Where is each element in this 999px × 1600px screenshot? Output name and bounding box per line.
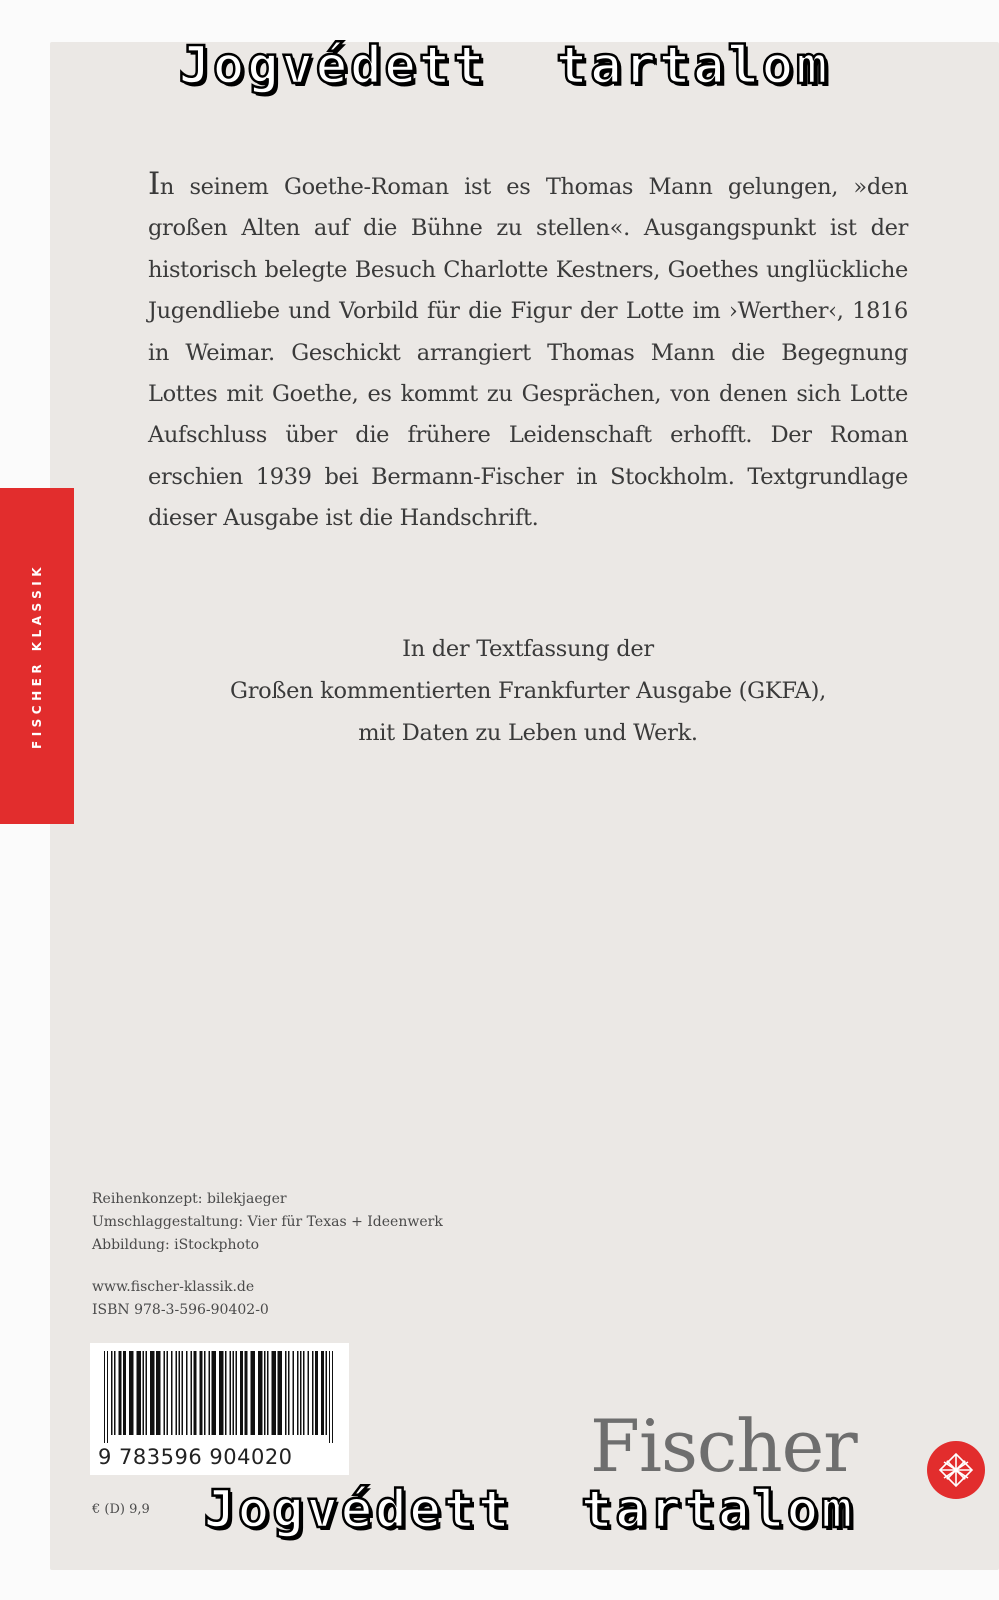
web-isbn-block — [92, 1276, 269, 1322]
isbn-label: ISBN 978-3-596-90402-0 — [92, 1302, 269, 1318]
blurb-paragraph — [148, 164, 908, 540]
watermark-bottom: Jogvédett tartalom — [203, 1480, 856, 1540]
watermark-top: Jogvédett tartalom — [178, 36, 831, 96]
series-tab — [0, 488, 74, 824]
edition-note — [148, 628, 908, 754]
barcode-number: 9 783596 904020 — [98, 1445, 293, 1469]
publisher-name: Fischer — [590, 1404, 857, 1488]
illustration-credit: Abbildung: iStockphoto — [92, 1237, 260, 1253]
series-concept-credit: Reihenkonzept: bilekjaeger — [92, 1191, 287, 1207]
website-link[interactable]: www.fischer-klassik.de — [92, 1279, 255, 1295]
edition-note-line: In der Textfassung der — [402, 636, 654, 662]
barcode — [90, 1343, 349, 1475]
blurb-initial: I — [148, 166, 160, 202]
barcode-bars — [102, 1351, 338, 1443]
price-label: € (D) 9,9 — [92, 1502, 150, 1517]
cover-design-credit: Umschlaggestaltung: Vier für Texas + Ideenwerk — [92, 1214, 443, 1230]
edition-note-line: Großen kommentierten Frankfurter Ausgabe (GKFA), — [230, 678, 826, 704]
credits-block — [92, 1188, 443, 1257]
series-tab-label: FISCHER KLASSIK — [30, 562, 44, 750]
blurb-text: n seinem Goethe-Roman ist es Thomas Mann gelungen, »den großen Alten auf die Bühne zu stellen«. Ausgangspunkt ist der historisch belegte Besuch Charlotte Kestners, Goethes unglückliche Jugendliebe und Vorbild für die Figur der Lotte im ›Werther‹, 1816 in Weimar. Geschickt arrangiert Thomas Mann die Begegnung Lottes mit Goethe, es kommt zu Gesprächen, von denen sich Lotte Aufschluss über die frühere Leidenschaft erhofft. Der Roman erschien 1939 bei Bermann-Fischer in Stockholm. Textgrundlage dieser Ausgabe ist die Handschrift. — [148, 174, 908, 532]
edition-note-line: mit Daten zu Leben und Werk. — [358, 720, 698, 746]
